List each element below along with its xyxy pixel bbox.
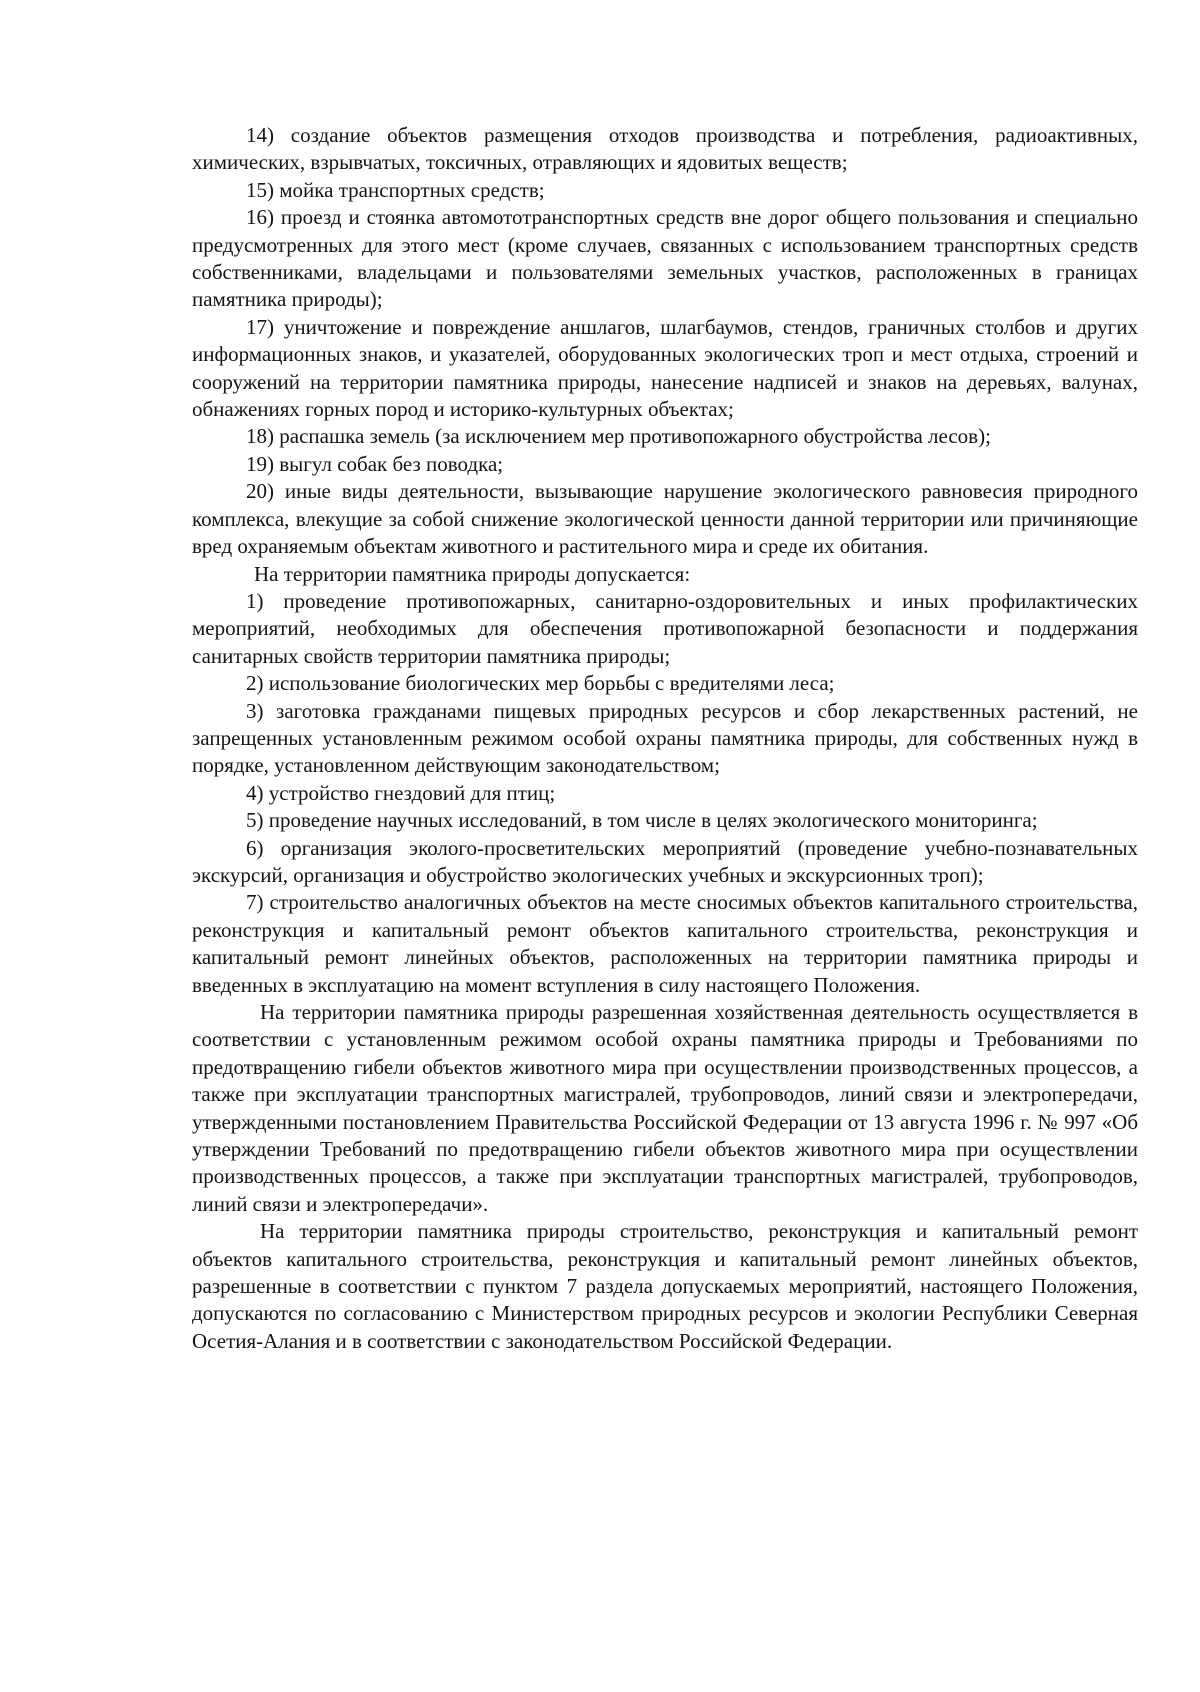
economic-activity-paragraph: На территории памятника природы разрешенная хозяйственная деятельность осуществляется в соответствии с установленным режимом особой охраны памятника природы и Требованиями по предотвращению гибели объектов животного мира при осуществлении производственных процессов, а также при эксплуатации транспортных магистралей, трубопроводов, линий связи и электропередачи, утвержденными постановлением Правительства Российской Федерации от 13 августа 1996 г. № 997 «Об утверждении Требований по предотвращению гибели объектов животного мира при осуществлении производственных процессов, а также при эксплуатации транспортных магистралей, трубопроводов, линий связи и электропередачи». [192, 1000, 1138, 1216]
paragraph-15-vehicle-washing: 15) мойка транспортных средств; [246, 177, 545, 202]
permitted-item-3: 3) заготовка гражданами пищевых природных ресурсов и сбор лекарственных растений, не запрещенных установленным режимом особой охраны памятника природы, для собственных нужд в порядке, установленном действующим законодательством; [192, 698, 1138, 778]
paragraph-19-dog-walking: 19) выгул собак без поводка; [246, 451, 504, 476]
permitted-item-4: 4) устройство гнездовий для птиц; [246, 780, 556, 805]
paragraph-16-vehicle-driving: 16) проезд и стоянка автомототранспортных средств вне дорог общего пользования и специально предусмотренных для этого мест (кроме случаев, связанных с использованием транспортных средств собственниками, владельцами и пользователями земельных участков, расположенных в границах памятника природы); [192, 205, 1138, 312]
paragraph-14-waste-facilities: 14) создание объектов размещения отходов производства и потребления, радиоактивных, химических, взрывчатых, токсичных, отравляющих и ядовитых веществ; [192, 123, 1138, 175]
document-body [192, 122, 1138, 1355]
permitted-item-2: 2) использование биологических мер борьбы с вредителями леса; [246, 671, 835, 696]
permitted-item-1: 1) проведение противопожарных, санитарно-оздоровительных и иных профилактических мероприятий, необходимых для обеспечения противопожарной безопасности и поддержания санитарных свойств территории памятника природы; [192, 588, 1138, 668]
paragraph-17-sign-damage: 17) уничтожение и повреждение аншлагов, шлагбаумов, стендов, граничных столбов и других информационных знаков, и указателей, оборудованных экологических троп и мест отдыха, строений и сооружений на территории памятника природы, нанесение надписей и знаков на деревьях, валунах, обнажениях горных пород и историко-культурных объектах; [192, 314, 1138, 422]
permitted-item-7: 7) строительство аналогичных объектов на месте сносимых объектов капитального строительства, реконструкция и капитальный ремонт объектов капитального строительства, реконструкция и капитальный ремонт линейных объектов, расположенных на территории памятника природы и введенных в эксплуатацию на момент вступления в силу настоящего Положения. [192, 890, 1138, 997]
permitted-heading: На территории памятника природы допускается: [254, 561, 691, 586]
paragraph-18-plowing: 18) распашка земель (за исключением мер противопожарного обустройства лесов); [246, 424, 991, 449]
permitted-item-5: 5) проведение научных исследований, в том числе в целях экологического мониторинга; [246, 808, 1038, 833]
construction-approval-paragraph: На территории памятника природы строительство, реконструкция и капитальный ремонт объектов капитального строительства, реконструкция и капитальный ремонт линейных объектов, разрешенные в соответствии с пунктом 7 раздела допускаемых мероприятий, настоящего Положения, допускаются по согласованию с Министерством природных ресурсов и экологии Республики Северная Осетия-Алания и в соответствии с законодательством Российской Федерации. [192, 1219, 1138, 1353]
permitted-item-6: 6) организация эколого-просветительских мероприятий (проведение учебно-познавательных экскурсий, организация и обустройство экологических учебных и экскурсионных троп); [192, 835, 1138, 887]
paragraph-20-other-activities: 20) иные виды деятельности, вызывающие нарушение экологического равновесия природного комплекса, влекущие за собой снижение экологической ценности данной территории или причиняющие вред охраняемым объектам животного и растительного мира и среде их обитания. [192, 479, 1138, 559]
